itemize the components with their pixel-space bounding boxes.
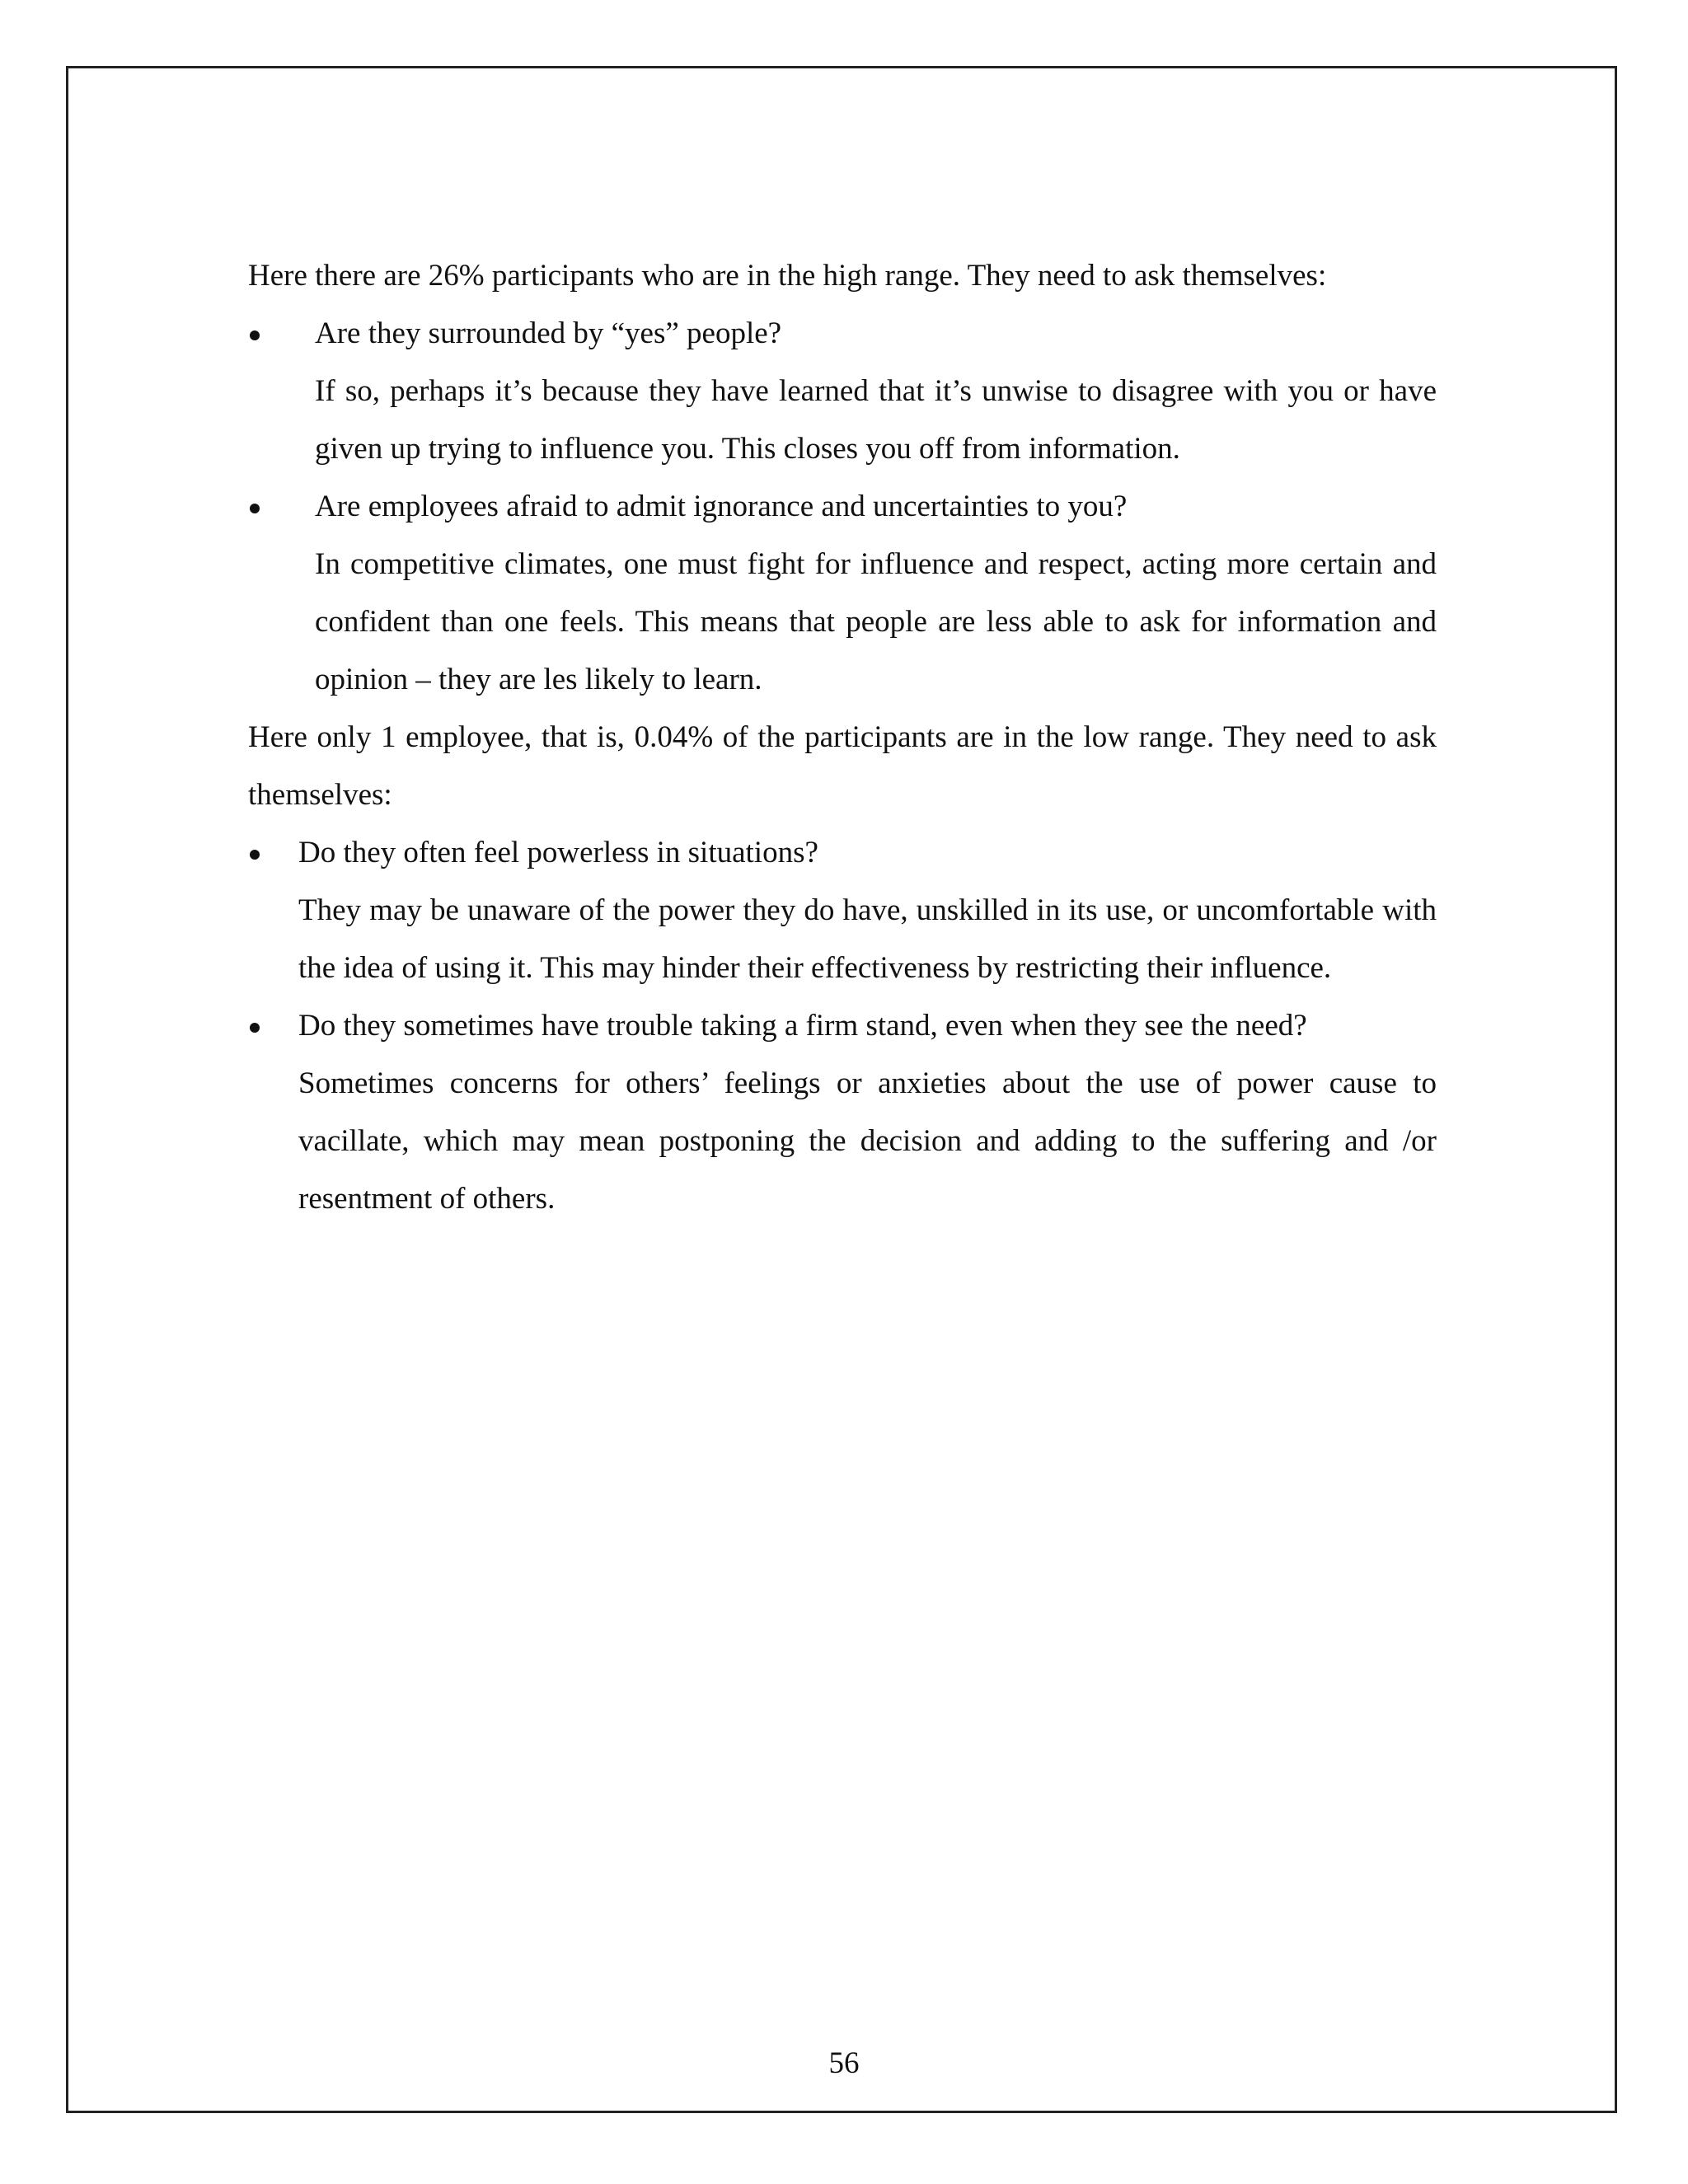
intro-low-range: Here only 1 employee, that is, 0.04% of the participants are in the low range. They need to ask themselves:: [248, 720, 1437, 812]
bullet-icon: [250, 478, 283, 536]
answer-text: In competitive climates, one must fight for influence and respect, acting more certain and confident than one feels. This means that people are less able to ask for information and opinion – they are les likely to learn.: [315, 547, 1437, 696]
bullet-icon: [250, 305, 283, 363]
question-text: Do they often feel powerless in situations?: [298, 836, 818, 869]
intro-high-range: Here there are 26% participants who are in the high range. They need to ask themselves:: [248, 259, 1327, 293]
question-text: Do they sometimes have trouble taking a firm stand, even when they see the need?: [298, 1009, 1307, 1043]
list-item-low-1: [248, 824, 1437, 997]
page-number: 56: [828, 2046, 860, 2080]
question-text: Are employees afraid to admit ignorance and uncertainties to you?: [315, 490, 1128, 523]
answer-text: If so, perhaps it’s because they have learned that it’s unwise to disagree with you or have given up trying to influence you. This closes you off from information.: [315, 374, 1437, 466]
answer-text: Sometimes concerns for others’ feelings or anxieties about the use of power cause to vacillate, which may mean postponing the decision and adding to the suffering and /or resentment of others.: [298, 1066, 1437, 1216]
question-text: Are they surrounded by “yes” people?: [315, 316, 782, 350]
document-body: [248, 247, 1437, 1228]
list-item-high-2: [248, 478, 1437, 709]
list-item-low-2: [248, 997, 1437, 1228]
list-item-high-1: [248, 305, 1437, 478]
answer-text: They may be unaware of the power they do have, unskilled in its use, or uncomfortable with the idea of using it. This may hinder their effectiveness by restricting their influence.: [298, 893, 1437, 985]
bullet-icon: [250, 824, 283, 882]
bullet-icon: [250, 997, 283, 1055]
